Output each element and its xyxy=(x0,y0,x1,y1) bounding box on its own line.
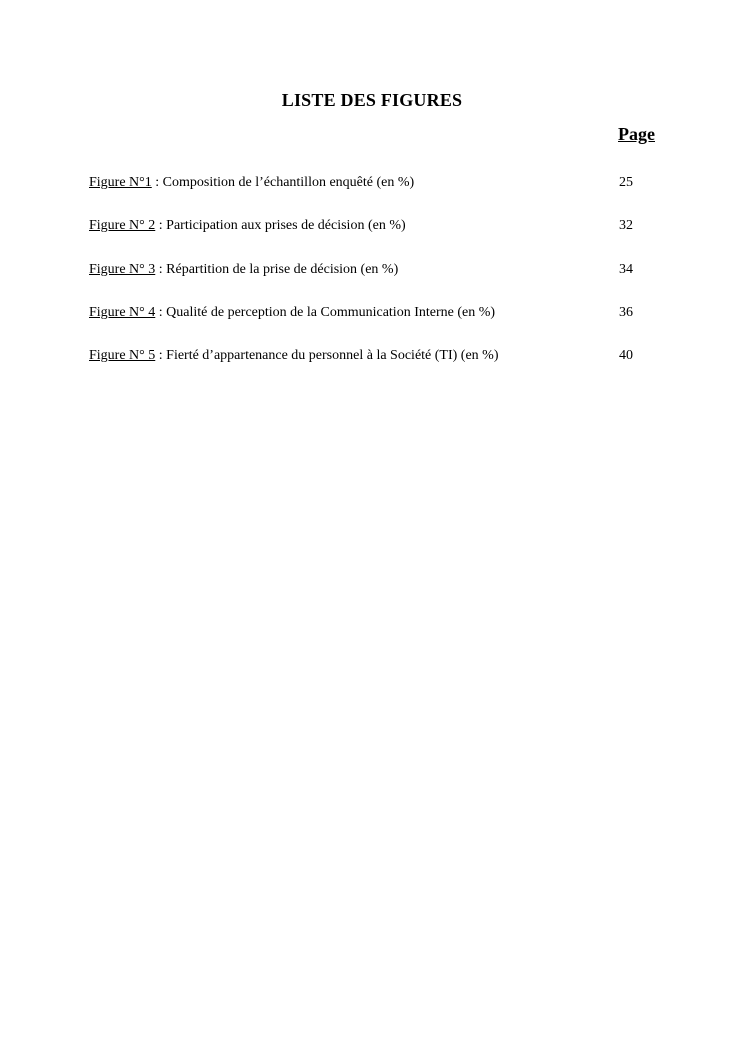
figure-page-number: 25 xyxy=(619,175,633,190)
figure-page-number: 36 xyxy=(619,304,633,320)
page-column-header: Page xyxy=(618,124,655,144)
page-title: LISTE DES FIGURES xyxy=(281,90,463,110)
figure-label: Figure N° 5 xyxy=(89,348,156,364)
figure-page-number: 40 xyxy=(619,348,633,364)
figure-caption: : Fierté d’appartenance du personnel à la Société (TI) (en %) xyxy=(155,348,499,364)
figure-caption: : Répartition de la prise de décision (en %) xyxy=(155,261,399,277)
figure-caption: : Qualité de perception de la Communication Interne (en %) xyxy=(155,304,496,320)
figure-label: Figure N° 3 xyxy=(89,261,156,277)
figure-entry-1 xyxy=(89,174,655,217)
figure-entry-3 xyxy=(89,261,655,304)
figure-entry-5 xyxy=(89,347,655,390)
figure-entry-4 xyxy=(89,304,655,347)
figure-caption: : Composition de l’échantillon enquêté (en %) xyxy=(151,175,415,190)
figure-page-number: 34 xyxy=(619,261,633,277)
figure-label: Figure N° 4 xyxy=(89,304,156,320)
figure-label: Figure N° 2 xyxy=(89,218,156,234)
figure-label: Figure N°1 xyxy=(89,175,152,190)
figure-entry-2 xyxy=(89,217,655,260)
figure-page-number: 32 xyxy=(619,218,633,234)
figure-list xyxy=(89,174,655,390)
figure-caption: : Participation aux prises de décision (en %) xyxy=(155,218,406,234)
